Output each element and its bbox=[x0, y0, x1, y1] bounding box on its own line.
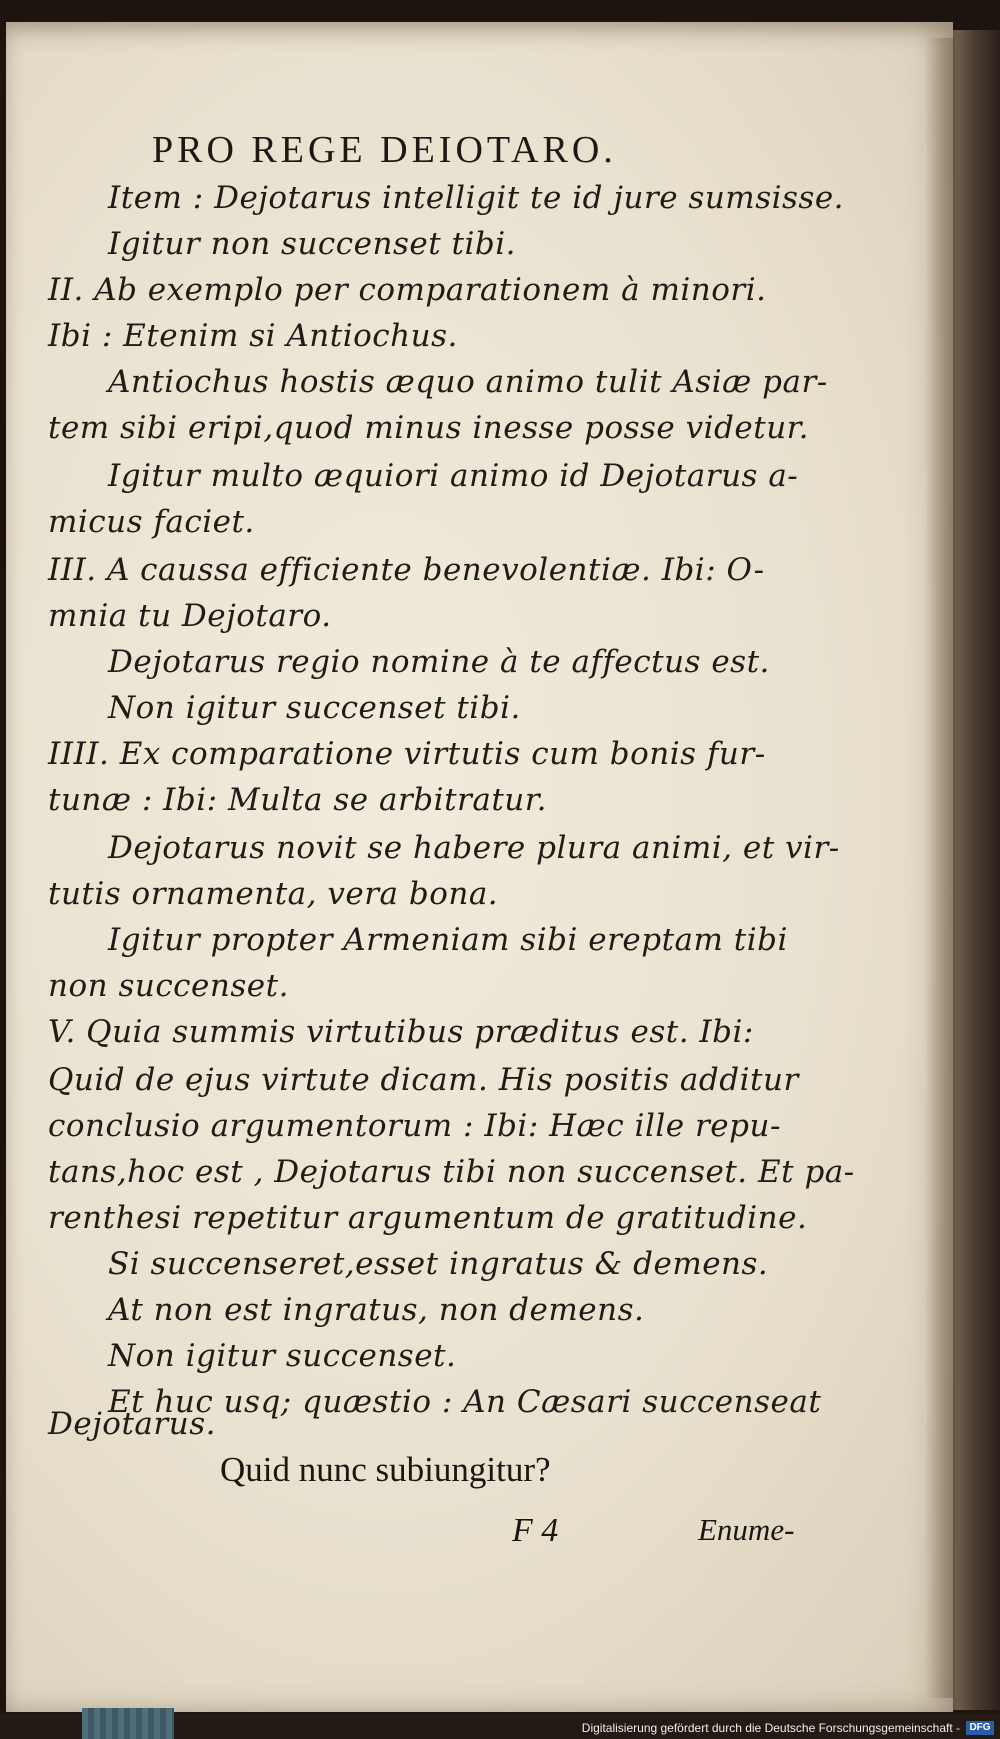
text-line: Non igitur succenset. bbox=[108, 1338, 457, 1374]
dfg-logo-icon: DFG bbox=[966, 1721, 994, 1735]
text-line: Quid de ejus virtute dicam. His positis additur bbox=[48, 1062, 799, 1098]
catchword: Enume- bbox=[698, 1512, 795, 1547]
text-line: renthesi repetitur argumentum de gratitudine. bbox=[48, 1200, 808, 1236]
text-line: micus faciet. bbox=[48, 504, 255, 540]
text-line: Item : Dejotarus intelligit te id jure sumsisse. bbox=[108, 180, 845, 216]
text-line: conclusio argumentorum : Ibi: Hæc ille repu- bbox=[48, 1108, 781, 1144]
text-line: At non est ingratus, non demens. bbox=[108, 1292, 645, 1328]
text-line: III. A caussa efficiente benevolentiæ. Ibi: O- bbox=[48, 552, 765, 588]
text-line: tutis ornamenta, vera bona. bbox=[48, 876, 499, 912]
text-line: tem sibi eripi,quod minus inesse posse videtur. bbox=[48, 410, 809, 446]
text-line: Dejotarus novit se habere plura animi, et vir- bbox=[108, 830, 840, 866]
text-line: mnia tu Dejotaro. bbox=[48, 598, 332, 634]
text-line: Dejotarus regio nomine à te affectus est. bbox=[108, 644, 770, 680]
text-line: Et huc usq; quæstio : An Cæsari succenseat bbox=[108, 1384, 822, 1420]
text-line: IIII. Ex comparatione virtutis cum bonis fur- bbox=[48, 736, 766, 772]
text-line: V. Quia summis virtutibus præditus est. Ibi: bbox=[48, 1014, 754, 1050]
running-header: PRO REGE DEIOTARO. bbox=[152, 129, 617, 171]
text-line: II. Ab exemplo per comparationem à minori. bbox=[48, 272, 767, 308]
text-line: Igitur non succenset tibi. bbox=[108, 226, 517, 262]
text-line: Si succenseret,esset ingratus & demens. bbox=[108, 1246, 769, 1282]
text-line: Antiochus hostis æquo animo tulit Asiæ par- bbox=[108, 364, 828, 400]
text-line: Igitur multo æquiori animo id Dejotarus a- bbox=[108, 458, 799, 494]
text-line: non succenset. bbox=[48, 968, 289, 1004]
signature-mark: F 4 bbox=[512, 1512, 559, 1549]
digitization-credit: Digitalisierung gefördert durch die Deutsche Forschungsgemeinschaft - bbox=[581, 1721, 960, 1735]
text-line: Ibi : Etenim si Antiochus. bbox=[48, 318, 458, 354]
text-line: tunæ : Ibi: Multa se arbitratur. bbox=[48, 782, 548, 818]
bookmark-ribbon bbox=[82, 1708, 174, 1739]
text-line: Dejotarus. bbox=[48, 1406, 216, 1442]
text-line: tans,hoc est , Dejotarus tibi non succenset. Et pa- bbox=[48, 1154, 855, 1190]
question-line: Quid nunc subiungitur? bbox=[220, 1450, 551, 1489]
text-line: Igitur propter Armeniam sibi ereptam tibi bbox=[108, 922, 788, 958]
page-gutter-shadow bbox=[925, 38, 953, 1698]
text-line: Non igitur succenset tibi. bbox=[108, 690, 521, 726]
